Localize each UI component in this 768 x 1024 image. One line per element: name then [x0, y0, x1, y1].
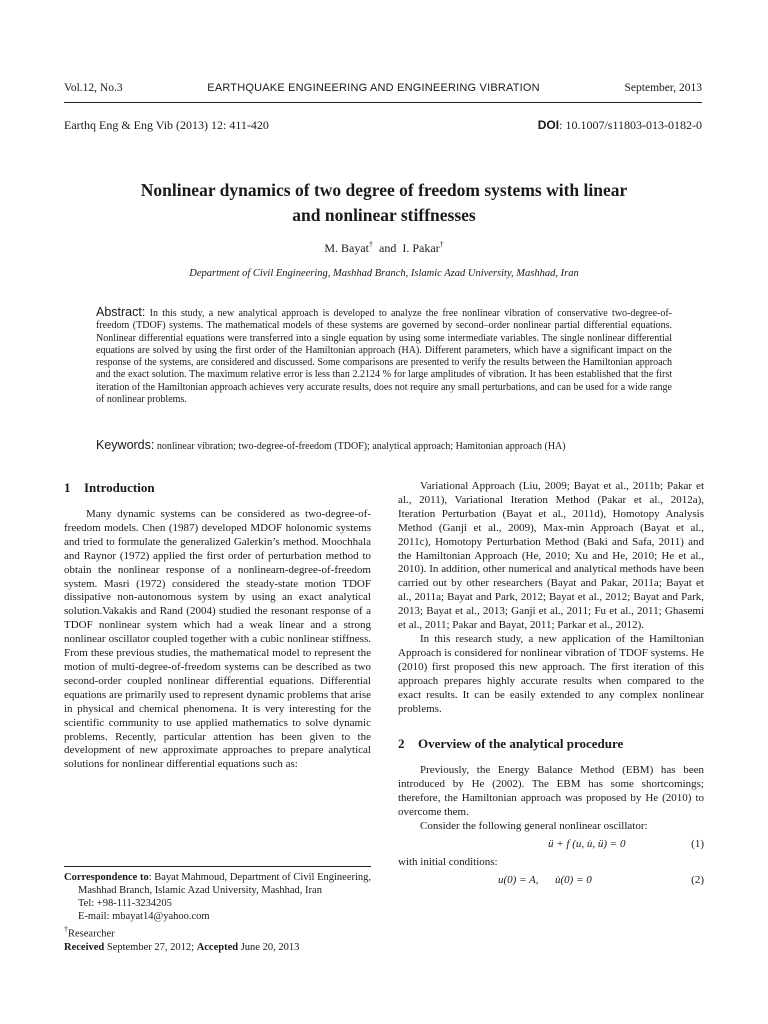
issue-date: September, 2013 [624, 82, 702, 94]
telephone: Tel: +98-111-3234205 [78, 898, 172, 909]
correspondence [64, 871, 371, 897]
journal-name: EARTHQUAKE ENGINEERING AND ENGINEERING VIBRATION [207, 82, 540, 94]
researcher-label: Researcher [68, 928, 115, 940]
keywords-label: Keywords: [96, 438, 155, 452]
equation-1-row [398, 834, 704, 856]
research-paragraph: In this research study, a new application of the Hamiltonian Approach is considered for nonlinear vibration of TDOF systems. He (2010) first proposed this new approach. The first iteration of this approach prepares highly accurate results when compared to the exact results. It can be easily extended to any complex nonlinear problems. [398, 632, 704, 715]
doi-label: DOI [537, 118, 560, 132]
section-1-number: 1 [64, 480, 71, 495]
researcher-note [64, 923, 371, 941]
author-2-mark: † [439, 240, 444, 249]
section-1-heading [64, 480, 371, 496]
volume-issue: Vol.12, No.3 [64, 82, 123, 94]
equation-2: u(0) = A, u̇(0) = 0 [498, 873, 592, 886]
abstract [96, 306, 672, 406]
keywords [96, 438, 672, 452]
keywords-text: nonlinear vibration; two-degree-of-freedom (TDOF); analytical approach; Hamitonian approach (HA) [156, 441, 566, 452]
section-2-heading [398, 736, 704, 752]
title-line-1: Nonlinear dynamics of two degree of freedom systems with linear [140, 180, 628, 200]
received-label: Received [64, 941, 105, 953]
running-head [64, 82, 702, 96]
accepted-label: Accepted [196, 941, 239, 953]
author-1-mark: † [369, 240, 373, 249]
email: E-mail: mbayat14@yahoo.com [78, 911, 210, 922]
abstract-label: Abstract: [96, 305, 146, 319]
section-2-number: 2 [398, 736, 405, 752]
dates [64, 941, 371, 954]
author-1: M. Bayat [324, 241, 369, 255]
correspondence-label: Correspondence to [64, 872, 149, 883]
initial-conditions-text: with initial conditions: [398, 855, 498, 868]
section-1-title: Introduction [84, 480, 155, 495]
section-2-paragraph: Previously, the Energy Balance Method (EBM) has been introduced by He (2002). The EBM has some shortcomings; therefore, the Hamiltonian approach was proposed by He (2010) to overcome them. [398, 764, 704, 819]
paper-title [100, 178, 668, 228]
researcher-mark: † [64, 925, 68, 934]
received-date: September 27, 2012; [104, 941, 197, 953]
authors [0, 240, 768, 256]
equation-1: ü + f (u, u̇, ü) = 0 [548, 837, 626, 850]
accepted-date: June 20, 2013 [238, 941, 300, 953]
author-2: I. Pakar [402, 241, 440, 255]
citation-line [64, 118, 702, 133]
equation-1-number: (1) [691, 837, 704, 850]
doi [538, 118, 702, 133]
equation-2-number: (2) [691, 873, 704, 886]
title-line-2: and nonlinear stiffnesses [292, 205, 476, 225]
equation-2-row [398, 870, 704, 892]
correspondence-text: : Bayat Mahmoud, Department of Civil Engineering, Mashhad Branch, Islamic Azad University, Mashhad, Iran [78, 872, 372, 896]
affiliation: Department of Civil Engineering, Mashhad Branch, Islamic Azad University, Mashhad, Iran [189, 268, 579, 279]
right-column [398, 480, 704, 892]
left-column [64, 480, 371, 772]
journal-reference: Earthq Eng & Eng Vib (2013) 12: 411-420 [64, 118, 269, 132]
methods-continuation: Variational Approach (Liu, 2009; Bayat et al., 2011b; Pakar et al., 2011), Variational Iteration Method (Pakar et al., 2012a), Iteration Perturbation (Bayat et al., 2011d), Homotopy Analysis Method (Ganji et al., 2009), Max-min Approach (Bayat et al., 2011c), Homotopy Perturbation Method (Baki and Safa, 2011) and the Hamiltonian Approach (He, 2010; Xu and He, 2010; He et al., 2010). In addition, other numerical and analytical methods have been carried out by other researchers (Bayat and Pakar, 2011a; Bayat et al., 2011a; Bayat and Park, 2012; Bayat et al., 2012; Bayat and Park, 2013; Bayat et al., 2013; Ganji et al., 2011; Fu et al., 2011; Ghasemi et al., 2011; Pakar and Bayat, 2011; Parkar et al., 2012). [398, 480, 704, 632]
introduction-paragraph: Many dynamic systems can be considered as two-degree-of-freedom models. Chen (1987) developed MDOF holonomic systems and tried to formulate the generalized Galerkin’s method. Moochhala and Raynor (1972) applied the first order of perturbation method to obtain the nonlinear response of a nonlinearn-degree-of-freedom system. Masri (1972) considered the steady-state motion TDOF dissipative non-autonomous system by using an exact analytical solution.Vakakis and Rand (2004) studied the resonant response of a TDOF nonlinear system which had a weak linear and a strong nonlinear oscillator coupled together with a cubic nonlinear stiffness. From these previous studies, the mathematical model to represent the motion of multi-degree-of-freedom systems can be described as two second-order coupled nonlinear differential equations. Differential equations are primarily used to represent dynamic problems that arise in physical and chemical phenomena. It is very interesting for the scientific community to use applied mathematics to solve dynamic problems. Recently, particular attention has been given to the development of new approximate approaches to prepare analytical solutions for nonlinear differential equations such as: [64, 508, 371, 771]
footnotes [64, 866, 371, 954]
author-connector: and [379, 241, 397, 255]
header-rule [64, 102, 702, 103]
oscillator-intro: Consider the following general nonlinear oscillator: [420, 820, 648, 833]
section-2-title: Overview of the analytical procedure [418, 736, 624, 752]
abstract-text: In this study, a new analytical approach is developed to analyze the free nonlinear vibration of conservative two-degree-of-freedom (TDOF) systems. The mathematical models of these systems are governed by second–order nonlinear partial differential equations. Nonlinear differential equations were transferred into a single equation by using some intermediate variables. The single nonlinear differential equations are solved by using the first order of the Hamiltonian approach (HA). Different parameters, which have a significant impact on the response of the systems, are considered and discussed. Some comparisons are presented to verify the results between the Hamiltonian approach and the exact solution. The maximum relative error is less than 2.2124 % for large amplitudes of vibration. It has been established that the first iteration of the Hamiltonian approach achieves very accurate results, does not require any small perturbations, and can be used for a wide range of nonlinear problems. [96, 308, 673, 406]
doi-value: : 10.1007/s11803-013-0182-0 [559, 118, 702, 132]
